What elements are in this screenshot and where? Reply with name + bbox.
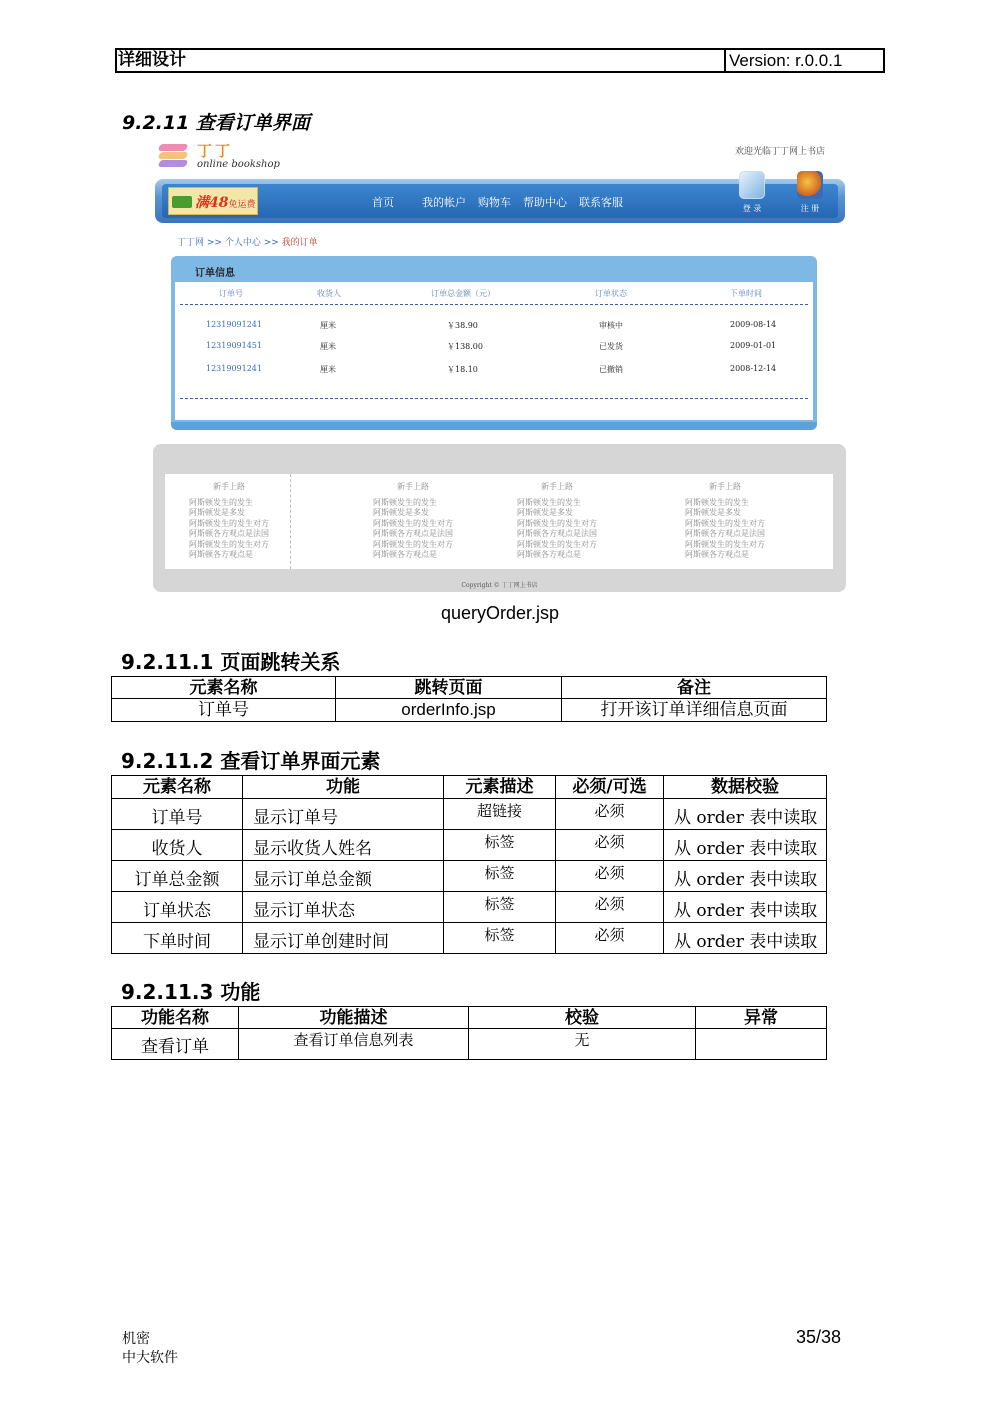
table-cell: 显示订单创建时间	[243, 923, 444, 954]
footer-link[interactable]: 阿斯顿发是多发	[373, 508, 429, 517]
promo-amount: 满48	[195, 195, 229, 211]
table-row	[112, 1029, 827, 1060]
register-label: 注 册	[800, 204, 820, 213]
table-cell: 收货人	[112, 830, 243, 861]
status: 已发货	[599, 342, 623, 351]
company-name: 中大软件	[122, 1350, 178, 1366]
table-header: 功能描述	[239, 1007, 469, 1029]
footer-link[interactable]: 阿斯顿发生的发生对方	[517, 518, 597, 528]
divider	[180, 398, 808, 399]
page-footer	[122, 1330, 178, 1368]
table-cell: 标签	[444, 892, 556, 923]
footer-column	[189, 482, 269, 561]
date: 2008-12-14	[730, 364, 777, 373]
footer-link[interactable]: 阿斯顿发生的发生对方	[373, 518, 453, 528]
table-header: 必须/可选	[556, 776, 664, 799]
table-cell: 必须	[556, 923, 664, 954]
table-cell: 从 order 表中读取	[664, 799, 827, 830]
table-header: 校验	[469, 1007, 696, 1029]
nav-menu	[372, 194, 623, 210]
col-order-id: 订单号	[219, 289, 243, 298]
document-header	[115, 48, 885, 73]
footer-link[interactable]: 阿斯顿发是多发	[189, 508, 245, 517]
amount: ￥18.10	[447, 365, 478, 374]
table-cell: 从 order 表中读取	[664, 861, 827, 892]
register-button[interactable]	[790, 171, 830, 217]
order-panel-footer	[171, 422, 817, 430]
table-cell: 显示订单状态	[243, 892, 444, 923]
footer-column-title: 新手上路	[541, 482, 573, 491]
copyright: Copyright © 丁丁网上书店	[461, 582, 538, 589]
footer-link[interactable]: 阿斯顿各方观点是法国	[189, 529, 269, 538]
footer-link[interactable]: 阿斯顿发生的发生对方	[189, 539, 269, 549]
table-cell: 打开该订单详细信息页面	[562, 699, 827, 722]
nav-item-contact[interactable]: 联系客服	[579, 196, 623, 209]
amount: ￥38.90	[447, 321, 478, 330]
table-cell: 必须	[556, 830, 664, 861]
nav-item-help[interactable]: 帮助中心	[523, 196, 567, 209]
nav-item-cart[interactable]: 购物车	[478, 196, 511, 209]
page-number: 35/38	[796, 1327, 842, 1347]
col-date: 下单时间	[730, 289, 762, 298]
table-header: 跳转页面	[336, 677, 562, 699]
footer-link[interactable]: 阿斯顿各方观点是	[517, 550, 581, 559]
breadcrumb-separator: >>	[204, 238, 225, 248]
document-title: 详细设计	[118, 50, 186, 70]
table-row	[112, 923, 827, 954]
order-table-header	[175, 288, 813, 302]
table-cell: 标签	[444, 861, 556, 892]
table-cell: 必须	[556, 799, 664, 830]
order-id-link[interactable]: 12319091451	[206, 341, 262, 350]
table-cell: orderInfo.jsp	[336, 699, 562, 722]
footer-link[interactable]: 阿斯顿各方观点是	[189, 550, 253, 559]
table-header: 异常	[696, 1007, 827, 1029]
table-cell: 查看订单信息列表	[239, 1029, 469, 1060]
table-header: 数据校验	[664, 776, 827, 799]
nav-item-home[interactable]: 首页	[372, 196, 394, 209]
table-cell: 必须	[556, 861, 664, 892]
computer-icon	[739, 171, 765, 199]
navigation-table	[111, 676, 827, 722]
section-heading: 9.2.11 查看订单界面	[122, 112, 310, 134]
table-header: 功能名称	[112, 1007, 239, 1029]
table-cell: 查看订单	[112, 1029, 239, 1060]
footer-link[interactable]: 阿斯顿发生的发生	[373, 497, 437, 507]
table-row	[112, 861, 827, 892]
table-cell: 下单时间	[112, 923, 243, 954]
table-cell: 订单号	[112, 799, 243, 830]
divider	[290, 474, 291, 569]
table-row	[112, 699, 827, 722]
footer-link[interactable]: 阿斯顿发生的发生	[685, 497, 749, 507]
table-header: 功能	[243, 776, 444, 799]
table-cell: 必须	[556, 892, 664, 923]
table-cell: 从 order 表中读取	[664, 892, 827, 923]
breadcrumb	[177, 235, 318, 248]
footer-link[interactable]: 阿斯顿发生的发生对方	[685, 539, 765, 549]
books-icon	[157, 142, 189, 172]
logo-subtitle: online bookshop	[197, 159, 280, 170]
receiver: 厘米	[320, 365, 336, 374]
footer-link[interactable]: 阿斯顿发生的发生	[189, 497, 253, 507]
table-cell	[696, 1029, 827, 1060]
table-cell: 订单总金额	[112, 861, 243, 892]
subsection-heading: 9.2.11.1 页面跳转关系	[121, 650, 341, 674]
date: 2009-01-01	[730, 341, 777, 350]
table-row	[175, 320, 813, 334]
elements-table	[111, 775, 827, 954]
subsection-heading: 9.2.11.3 功能	[121, 980, 261, 1004]
footer-column	[373, 482, 453, 561]
amount: ￥138.00	[447, 342, 483, 351]
footer-link[interactable]: 阿斯顿发生的发生对方	[517, 539, 597, 549]
order-panel	[171, 256, 817, 430]
table-cell: 无	[469, 1029, 696, 1060]
function-table	[111, 1006, 827, 1060]
status: 审核中	[599, 321, 623, 330]
receiver: 厘米	[320, 321, 336, 330]
subsection-heading: 9.2.11.2 查看订单界面元素	[121, 749, 381, 773]
divider	[180, 304, 808, 305]
table-header: 元素名称	[112, 677, 336, 699]
table-row	[112, 892, 827, 923]
tools-icon	[797, 171, 823, 199]
status: 已撤销	[599, 365, 623, 374]
document-version: Version: r.0.0.1	[724, 50, 883, 71]
col-status: 订单状态	[595, 289, 627, 298]
receiver: 厘米	[320, 342, 336, 351]
table-cell: 标签	[444, 830, 556, 861]
footer-column	[685, 482, 765, 561]
table-cell: 显示订单总金额	[243, 861, 444, 892]
table-row	[112, 799, 827, 830]
logo-text: 丁丁	[197, 142, 234, 160]
footer-link[interactable]: 阿斯顿各方观点是法国	[373, 529, 453, 538]
truck-icon	[172, 196, 192, 208]
page-mockup	[153, 138, 849, 594]
footer-link[interactable]: 阿斯顿各方观点是	[373, 550, 437, 559]
table-cell: 从 order 表中读取	[664, 923, 827, 954]
footer-link[interactable]: 阿斯顿各方观点是法国	[517, 529, 597, 538]
col-amount: 订单总金额（元）	[431, 289, 495, 298]
confidential-label: 机密	[122, 1331, 150, 1347]
footer-link[interactable]: 阿斯顿各方观点是法国	[685, 529, 765, 538]
footer-link[interactable]: 阿斯顿发是多发	[517, 508, 573, 517]
table-cell: 显示订单号	[243, 799, 444, 830]
table-cell: 订单号	[112, 699, 336, 722]
table-row	[112, 830, 827, 861]
order-id-link[interactable]: 12319091241	[206, 364, 262, 373]
date: 2009-08-14	[730, 320, 777, 329]
footer-link[interactable]: 阿斯顿发生的发生对方	[373, 539, 453, 549]
order-panel-title: 订单信息	[195, 268, 235, 279]
col-receiver: 收货人	[317, 289, 341, 298]
footer-column-title: 新手上路	[213, 482, 245, 491]
table-cell: 从 order 表中读取	[664, 830, 827, 861]
table-cell: 超链接	[444, 799, 556, 830]
breadcrumb-home[interactable]: 丁丁网	[177, 238, 205, 248]
login-label: 登 录	[742, 204, 762, 213]
site-footer	[153, 444, 846, 592]
table-header: 备注	[562, 677, 827, 699]
footer-link[interactable]: 阿斯顿各方观点是	[685, 550, 749, 559]
order-table	[175, 282, 813, 420]
footer-link[interactable]: 阿斯顿发生的发生	[517, 497, 581, 507]
free-shipping-banner[interactable]	[168, 187, 258, 215]
table-cell: 显示收货人姓名	[243, 830, 444, 861]
site-logo	[157, 140, 280, 176]
table-header: 元素名称	[112, 776, 243, 799]
footer-link[interactable]: 阿斯顿发生的发生对方	[189, 518, 269, 528]
footer-column-title: 新手上路	[397, 482, 429, 491]
breadcrumb-current: 我的订单	[281, 238, 318, 248]
breadcrumb-separator: >>	[260, 238, 282, 248]
table-cell: 订单状态	[112, 892, 243, 923]
table-row	[175, 341, 813, 355]
footer-column-title: 新手上路	[709, 482, 741, 491]
breadcrumb-center[interactable]: 个人中心	[224, 238, 261, 248]
nav-item-account[interactable]: 我的帐户	[422, 196, 466, 209]
nav-bar	[155, 179, 845, 223]
order-id-link[interactable]: 12319091241	[206, 320, 262, 329]
footer-link[interactable]: 阿斯顿发生的发生对方	[685, 518, 765, 528]
figure-caption: queryOrder.jsp	[440, 603, 560, 623]
table-header: 元素描述	[444, 776, 556, 799]
footer-link[interactable]: 阿斯顿发是多发	[685, 508, 741, 517]
welcome-text: 欢迎光临丁丁网上书店	[734, 147, 825, 157]
footer-column	[517, 482, 597, 561]
login-button[interactable]	[732, 171, 772, 217]
table-row	[175, 364, 813, 378]
table-cell: 标签	[444, 923, 556, 954]
promo-label: 免运费	[228, 200, 256, 210]
